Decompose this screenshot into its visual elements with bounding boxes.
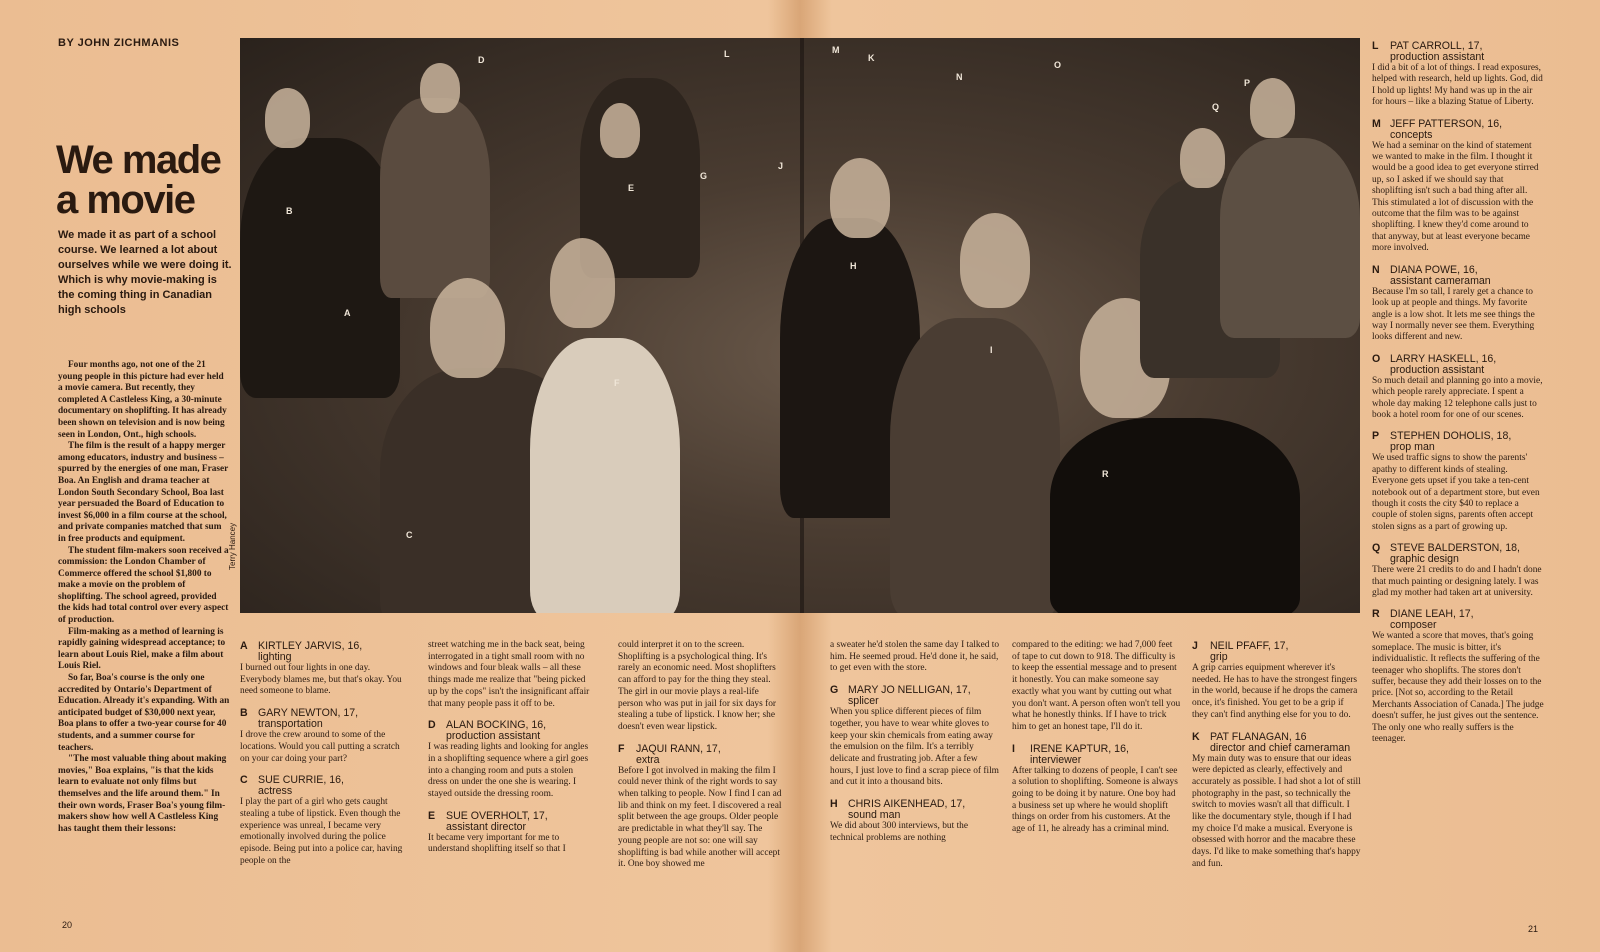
column-6	[1192, 640, 1362, 880]
photo-label: I	[990, 345, 993, 355]
photo-label: J	[778, 161, 784, 171]
entry-letter: D	[428, 719, 436, 732]
face	[830, 158, 890, 238]
entry-role: actress	[258, 785, 293, 798]
entry-text: I did a bit of a lot of things. I read exposures, helped with research, held up lights. God, did I hold up lights! My hand was up in the air for hours – like a blazing Statue of Liberty.	[1372, 63, 1543, 108]
entry-letter: J	[1192, 640, 1198, 652]
intro-paragraph: Four months ago, not one of the 21 young people in this picture had ever held a movie camera. But recently, they completed A Castleless King, a 30-minute documentary on shoplifting. It has already been shown on television and is now being seen in London, Ont., high schools.	[58, 360, 227, 440]
face	[1250, 78, 1295, 138]
intro-paragraph: The film is the result of a happy merger among educators, industry and business – spurred by the energies of one man, Fraser Boa. An English and drama teacher at London South Secondary School, Boa last year persuaded the Board of Education to invest $6,000 in a film course at the school, and private companies matched that sum in free products and equipment.	[58, 441, 229, 544]
photo-label: A	[344, 308, 351, 318]
photo-label: P	[1244, 78, 1251, 88]
entry-name: SUE OVERHOLT, 17,	[446, 809, 548, 822]
deck: We made it as part of a school course. We learned a lot about ourselves while we were doing it. Which is why movie-making is the coming thing in Canadian high schools	[58, 229, 232, 316]
photo-label: L	[724, 49, 730, 59]
entry-name: LARRY HASKELL, 16,	[1390, 352, 1497, 365]
entry-text: My main duty was to ensure that our ideas were depicted as clearly, effectively and accurately as possible. I had shot a lot of still photography in the past, so technically the switch to movies wasn't all that difficult. I like the documentary style, though if I had my choice I'd make a musical. Everyone is obsessed with horror and the macabre these days. I'd like to make something that's happy and fun.	[1192, 753, 1361, 869]
photo-label: E	[628, 183, 635, 193]
entry-role: lighting	[258, 651, 292, 663]
entry-text: After talking to dozens of people, I can't see a solution to shoplifting. Someone is always going to be doing it by nature. One boy had a business set up where he would shoplift things on order from his customers. At the age of 11, he already has a criminal mind.	[1012, 765, 1178, 835]
entry-text: I was reading lights and looking for angles in a shoplifting sequence where a girl goes into a changing room and puts a stolen dress on under the one she is wearing. I stayed outside the dressing room.	[428, 742, 589, 800]
entry-text: We wanted a score that moves, that's going someplace. The music is bitter, it's individualistic. It reflects the suffering of the teenager who shoplifts. The stores don't suffer, because they add their losses on to the price. [Not so, according to the Retail Merchants Association of Canada.] The judge doesn't suffer, he just gives out the sentence. The only one who really suffers is the teenager.	[1372, 631, 1544, 745]
intro-paragraph: So far, Boa's course is the only one accredited by Ontario's Department of Education. Already it's expanding. With an anticipated budget of $30,000 next year, Boa plans to offer a two-year course for 40 students, and a summer course for teachers.	[58, 673, 230, 753]
entry-name: GARY NEWTON, 17,	[258, 707, 359, 720]
photo-label: Q	[1212, 102, 1220, 112]
photo-label: D	[478, 55, 485, 65]
column-1	[240, 640, 410, 876]
caption-entry	[428, 810, 594, 856]
photo-label: C	[406, 530, 413, 540]
entry-letter: B	[240, 707, 248, 720]
caption-entry	[618, 743, 782, 871]
photo-label: R	[1102, 469, 1109, 479]
photo-label: K	[868, 53, 875, 63]
photo-label: O	[1054, 60, 1062, 70]
entry-name: STEPHEN DOHOLIS, 18,	[1390, 430, 1512, 443]
person-silhouette	[530, 338, 680, 613]
entry-letter: R	[1372, 608, 1380, 621]
byline: BY JOHN ZICHMANIS	[58, 37, 180, 49]
face	[1180, 128, 1225, 188]
entry-text: compared to the editing: we had 7,000 feet of tape to cut down to 918. The difficulty is to keep the essential message and to present it honestly. You can make someone say exactly what you want by cutting out what you don't want. A person often won't tell you what he honestly thinks. If I have to trick him to get an honest tape, I'll do it.	[1012, 640, 1181, 732]
entry-role: sound man	[848, 809, 901, 822]
intro-paragraph: Film-making as a method of learning is rapidly gaining widespread acceptance; to learn about Louis Riel, make a film about Louis Riel.	[58, 626, 226, 672]
entry-text: I drove the crew around to some of the locations. Would you call putting a scratch on your car doing your part?	[240, 730, 400, 764]
column-4	[830, 640, 1000, 853]
entry-role: production assistant	[1390, 51, 1485, 63]
entry-letter: C	[240, 774, 248, 787]
page-number-right: 21	[1528, 924, 1539, 934]
entry-role: graphic design	[1390, 553, 1459, 566]
entry-letter: P	[1372, 430, 1380, 443]
entry-role: interviewer	[1030, 753, 1082, 766]
column-3	[618, 640, 782, 880]
entry-letter: E	[428, 809, 436, 822]
entry-text: A grip carries equipment wherever it's needed. He has to have the strongest fingers in the world, because if he drops the camera once, it's finished. You get to be a grip if they can't find anything else for you to do.	[1192, 663, 1358, 720]
photo-label: H	[850, 261, 857, 271]
entry-role: concepts	[1390, 128, 1433, 141]
entry-text: I play the part of a girl who gets caught stealing a tube of lipstick. Even though the experience was unreal, I became very emotionally involved during the police episode. Being put into a police car, having people on the	[240, 797, 403, 866]
entry-letter: Q	[1372, 542, 1381, 555]
entry-letter: N	[1372, 263, 1380, 276]
entry-role: grip	[1210, 651, 1228, 663]
caption-entry	[1372, 542, 1544, 599]
entry-letter: A	[240, 640, 248, 652]
person-silhouette	[240, 138, 400, 398]
entry-role: composer	[1390, 619, 1437, 632]
person-silhouette	[890, 318, 1060, 613]
entry-name: SUE CURRIE, 16,	[258, 774, 344, 787]
caption-entry	[1372, 264, 1544, 344]
caption-entry	[1192, 731, 1362, 871]
entry-name: IRENE KAPTUR, 16,	[1030, 742, 1129, 755]
person-silhouette	[380, 98, 490, 298]
entry-role: production assistant	[446, 730, 541, 743]
entry-role: assistant cameraman	[1390, 274, 1491, 287]
entry-role: director and chief cameraman	[1210, 741, 1351, 754]
group-photo	[240, 38, 1360, 613]
entry-role: transportation	[258, 718, 323, 731]
face	[550, 238, 615, 328]
entry-role: production assistant	[1390, 363, 1485, 376]
entry-letter: K	[1192, 730, 1200, 743]
caption-entry	[1372, 608, 1544, 745]
entry-text: I burned out four lights in one day. Everybody blames me, but that's okay. You need someone to blame.	[240, 663, 402, 697]
entry-letter: M	[1372, 117, 1381, 130]
column-7	[1372, 40, 1544, 754]
entry-role: assistant director	[446, 820, 527, 833]
entry-text: could interpret it on to the screen. Shoplifting is a psychological thing. It's rarely an economic need. Most shoplifters can afford to pay for the thing they steal. The girl in our movie plays a real-life person who was put in jail for six days for stealing a tube of lipstick. I know her; she doesn't even wear lipstick.	[618, 640, 777, 732]
intro-paragraph: "The most valuable thing about making movies," Boa explains, "is that the kids learn to evaluate not only films but themselves and the life around them." In their own words, Fraser Boa's young film-makers show how well A Castleless King has taught them their lessons:	[58, 754, 227, 834]
caption-entry	[1372, 118, 1544, 255]
entry-text: We used traffic signs to show the parents' apathy to different kinds of stealing. Everyone gets upset if you take a ten-cent notebook out of a department store, but even though it costs the city $40 to replace a couple of stolen signs, parents often accept stolen signs as a part of growing up.	[1372, 453, 1540, 532]
face	[420, 63, 460, 113]
page-number-left: 20	[62, 920, 73, 930]
face	[960, 213, 1030, 308]
caption-entry	[428, 719, 594, 801]
entry-text: We had a seminar on the kind of statement we wanted to make in the film. I thought it would be a good idea to get everyone stirred up, so I asked if we should say that shoplifting isn't such a bad thing after all. This stimulated a lot of discussion with the outcome that the film was to be against shoplifting. I knew they'd come around to that anyway, but at least everyone became more involved.	[1372, 140, 1539, 254]
photo-label: M	[832, 45, 840, 55]
entry-role: prop man	[1390, 441, 1435, 454]
face	[265, 88, 310, 148]
entry-name: STEVE BALDERSTON, 18,	[1390, 542, 1520, 555]
entry-letter: I	[1012, 742, 1015, 755]
caption-entry	[240, 774, 410, 867]
entry-name: DIANA POWE, 16,	[1390, 263, 1478, 276]
entry-text: Before I got involved in making the film I could never think of the right words to say when talking to people. Now I find I can ad lib and think on my feet. I discovered a real split between the age groups. Older people are predictable in what they'll say. The young people are not so: one will say shoplifting is bad while another will accept it. One boy showed me	[618, 765, 782, 870]
intro-text	[58, 360, 230, 835]
entry-name: PAT FLANAGAN, 16	[1210, 730, 1307, 743]
entry-letter: G	[830, 684, 839, 697]
caption-entry	[240, 707, 410, 765]
entry-name: JAQUI RANN, 17,	[636, 742, 721, 755]
entry-letter: F	[618, 742, 625, 755]
entry-text: So much detail and planning go into a movie, which people rarely appreciate. I spent a whole day making 12 telephone calls just to book a hotel room for one of our scenes.	[1372, 375, 1543, 420]
column-2	[428, 640, 594, 865]
entry-name: ALAN BOCKING, 16,	[446, 719, 547, 732]
caption-entry	[1372, 40, 1544, 109]
entry-role: extra	[636, 753, 660, 766]
entry-name: DIANE LEAH, 17,	[1390, 608, 1474, 621]
photo-label: G	[700, 171, 708, 181]
person-silhouette	[1220, 138, 1360, 338]
entry-name: PAT CARROLL, 17,	[1390, 40, 1483, 52]
entry-text: When you splice different pieces of film together, you have to wear white gloves to keep your skin chemicals from eating away the emulsion on the film. It's a terribly delicate and frustrating job. After a few hours, I just love to find a scrap piece of film and cut it into a thousand bits.	[830, 707, 999, 788]
entry-text: Because I'm so tall, I rarely get a chance to look up at people and things. My favorite angle is a low shot. It lets me see things the way I normally never see them. Everything looks different and new.	[1372, 286, 1535, 343]
photo-credit: Terry Hancey	[228, 522, 237, 570]
column-5	[1012, 640, 1182, 845]
caption-entry	[1372, 430, 1544, 533]
face	[430, 278, 505, 378]
entry-text: There were 21 credits to do and I hadn't done that much painting or designing lately. I was glad my mother had taken art at university.	[1372, 565, 1542, 598]
entry-name: NEIL PFAFF, 17,	[1210, 640, 1289, 652]
entry-name: CHRIS AIKENHEAD, 17,	[848, 798, 966, 811]
intro-paragraph: The student film-makers soon received a commission: the London Chamber of Commerce offered the school $1,800 to make a movie on the problem of shoplifting. The school agreed, provided the kids had total control over every aspect of production.	[58, 545, 229, 626]
entry-text: It became very important for me to understand shoplifting itself so that I	[428, 832, 566, 855]
caption-entry	[830, 798, 1000, 844]
entry-text: a sweater he'd stolen the same day I talked to him. He seemed proud. He'd done it, he said, to get even with the store.	[830, 640, 1000, 674]
face	[600, 103, 640, 158]
caption-entry	[1372, 353, 1544, 422]
entry-letter: L	[1372, 40, 1379, 52]
photo-label: N	[956, 72, 963, 82]
caption-entry	[1192, 640, 1362, 722]
entry-text: We did about 300 interviews, but the technical problems are nothing	[830, 821, 969, 843]
entry-text: street watching me in the back seat, being interrogated in a tight small room with no windows and four bleak walls – all these things made me realize that "being picked up by the cops" isn't the insignificant affair that many people pass it off to be.	[428, 640, 590, 709]
entry-letter: H	[830, 798, 838, 811]
entry-name: MARY JO NELLIGAN, 17,	[848, 684, 971, 697]
caption-entry	[1012, 743, 1182, 836]
entry-role: splicer	[848, 695, 879, 708]
headline: We made a movie	[56, 138, 221, 222]
person-silhouette	[1050, 418, 1300, 613]
entry-name: JEFF PATTERSON, 16,	[1390, 117, 1503, 130]
caption-entry	[240, 640, 410, 698]
photo-label: F	[614, 378, 620, 388]
entry-name: KIRTLEY JARVIS, 16,	[258, 640, 363, 652]
photo-label: B	[286, 206, 293, 216]
entry-letter: O	[1372, 352, 1381, 365]
caption-entry	[830, 684, 1000, 789]
